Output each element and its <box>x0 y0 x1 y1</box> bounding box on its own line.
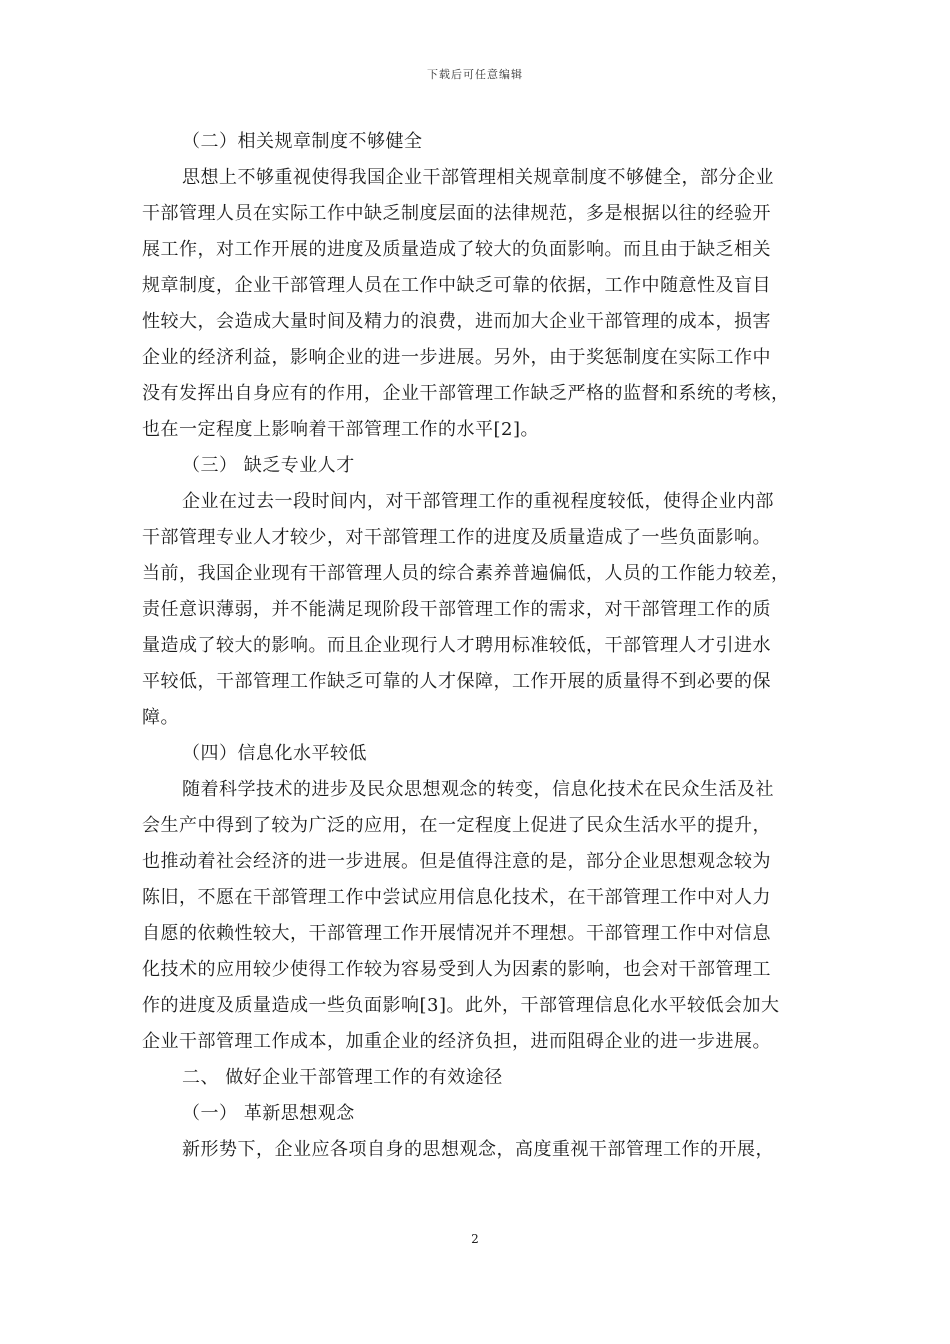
paragraph-line: 障。 <box>142 707 179 728</box>
chapter-heading: 二、 做好企业干部管理工作的有效途径 <box>182 1067 503 1088</box>
paragraph-line: 也在一定程度上影响着干部管理工作的水平[2]。 <box>142 419 539 440</box>
paragraph-line: 新形势下，企业应各项自身的思想观念，高度重视干部管理工作的开展， <box>182 1139 774 1160</box>
paragraph-line: 展工作，对工作开展的进度及质量造成了较大的负面影响。而且由于缺乏相关 <box>142 239 771 260</box>
paragraph-line: 干部管理人员在实际工作中缺乏制度层面的法律规范，多是根据以往的经验开 <box>142 203 771 224</box>
section-heading: （四）信息化水平较低 <box>182 743 367 764</box>
paragraph-line: 思想上不够重视使得我国企业干部管理相关规章制度不够健全，部分企业 <box>182 167 774 188</box>
paragraph-line: 陈旧，不愿在干部管理工作中尝试应用信息化技术，在干部管理工作中对人力 <box>142 887 771 908</box>
paragraph-line: 企业干部管理工作成本，加重企业的经济负担，进而阻碍企业的进一步进展。 <box>142 1031 771 1052</box>
page-number: 2 <box>471 1232 479 1246</box>
paragraph-line: 性较大，会造成大量时间及精力的浪费，进而加大企业干部管理的成本，损害 <box>142 311 771 332</box>
section-heading: （二）相关规章制度不够健全 <box>182 131 423 152</box>
paragraph-line: 自愿的依赖性较大，干部管理工作开展情况并不理想。干部管理工作中对信息 <box>142 923 771 944</box>
paragraph-line: 干部管理专业人才较少，对干部管理工作的进度及质量造成了一些负面影响。 <box>142 527 771 548</box>
section-heading: （三） 缺乏专业人才 <box>182 455 355 476</box>
header-note: 下载后可任意编辑 <box>427 68 523 81</box>
paragraph-line: 企业的经济利益，影响企业的进一步进展。另外，由于奖惩制度在实际工作中 <box>142 347 771 368</box>
document-body <box>142 124 810 1168</box>
paragraph-line: 会生产中得到了较为广泛的应用，在一定程度上促进了民众生活水平的提升， <box>142 815 771 836</box>
paragraph-line: 随着科学技术的进步及民众思想观念的转变，信息化技术在民众生活及社 <box>182 779 774 800</box>
paragraph-line: 量造成了较大的影响。而且企业现行人才聘用标准较低，干部管理人才引进水 <box>142 635 771 656</box>
paragraph-line: 企业在过去一段时间内，对干部管理工作的重视程度较低，使得企业内部 <box>182 491 774 512</box>
paragraph-line: 当前，我国企业现有干部管理人员的综合素养普遍偏低，人员的工作能力较差， <box>142 563 790 584</box>
paragraph-line: 作的进度及质量造成一些负面影响[3]。此外，干部管理信息化水平较低会加大 <box>142 995 780 1016</box>
paragraph-line: 化技术的应用较少使得工作较为容易受到人为因素的影响，也会对干部管理工 <box>142 959 771 980</box>
paragraph-line: 平较低，干部管理工作缺乏可靠的人才保障，工作开展的质量得不到必要的保 <box>142 671 771 692</box>
paragraph-line: 规章制度，企业干部管理人员在工作中缺乏可靠的依据，工作中随意性及盲目 <box>142 275 771 296</box>
paragraph-line: 没有发挥出自身应有的作用，企业干部管理工作缺乏严格的监督和系统的考核， <box>142 383 790 404</box>
paragraph-line: 责任意识薄弱，并不能满足现阶段干部管理工作的需求，对干部管理工作的质 <box>142 599 771 620</box>
paragraph-line: 也推动着社会经济的进一步进展。但是值得注意的是，部分企业思想观念较为 <box>142 851 771 872</box>
section-heading: （一） 革新思想观念 <box>182 1103 355 1124</box>
